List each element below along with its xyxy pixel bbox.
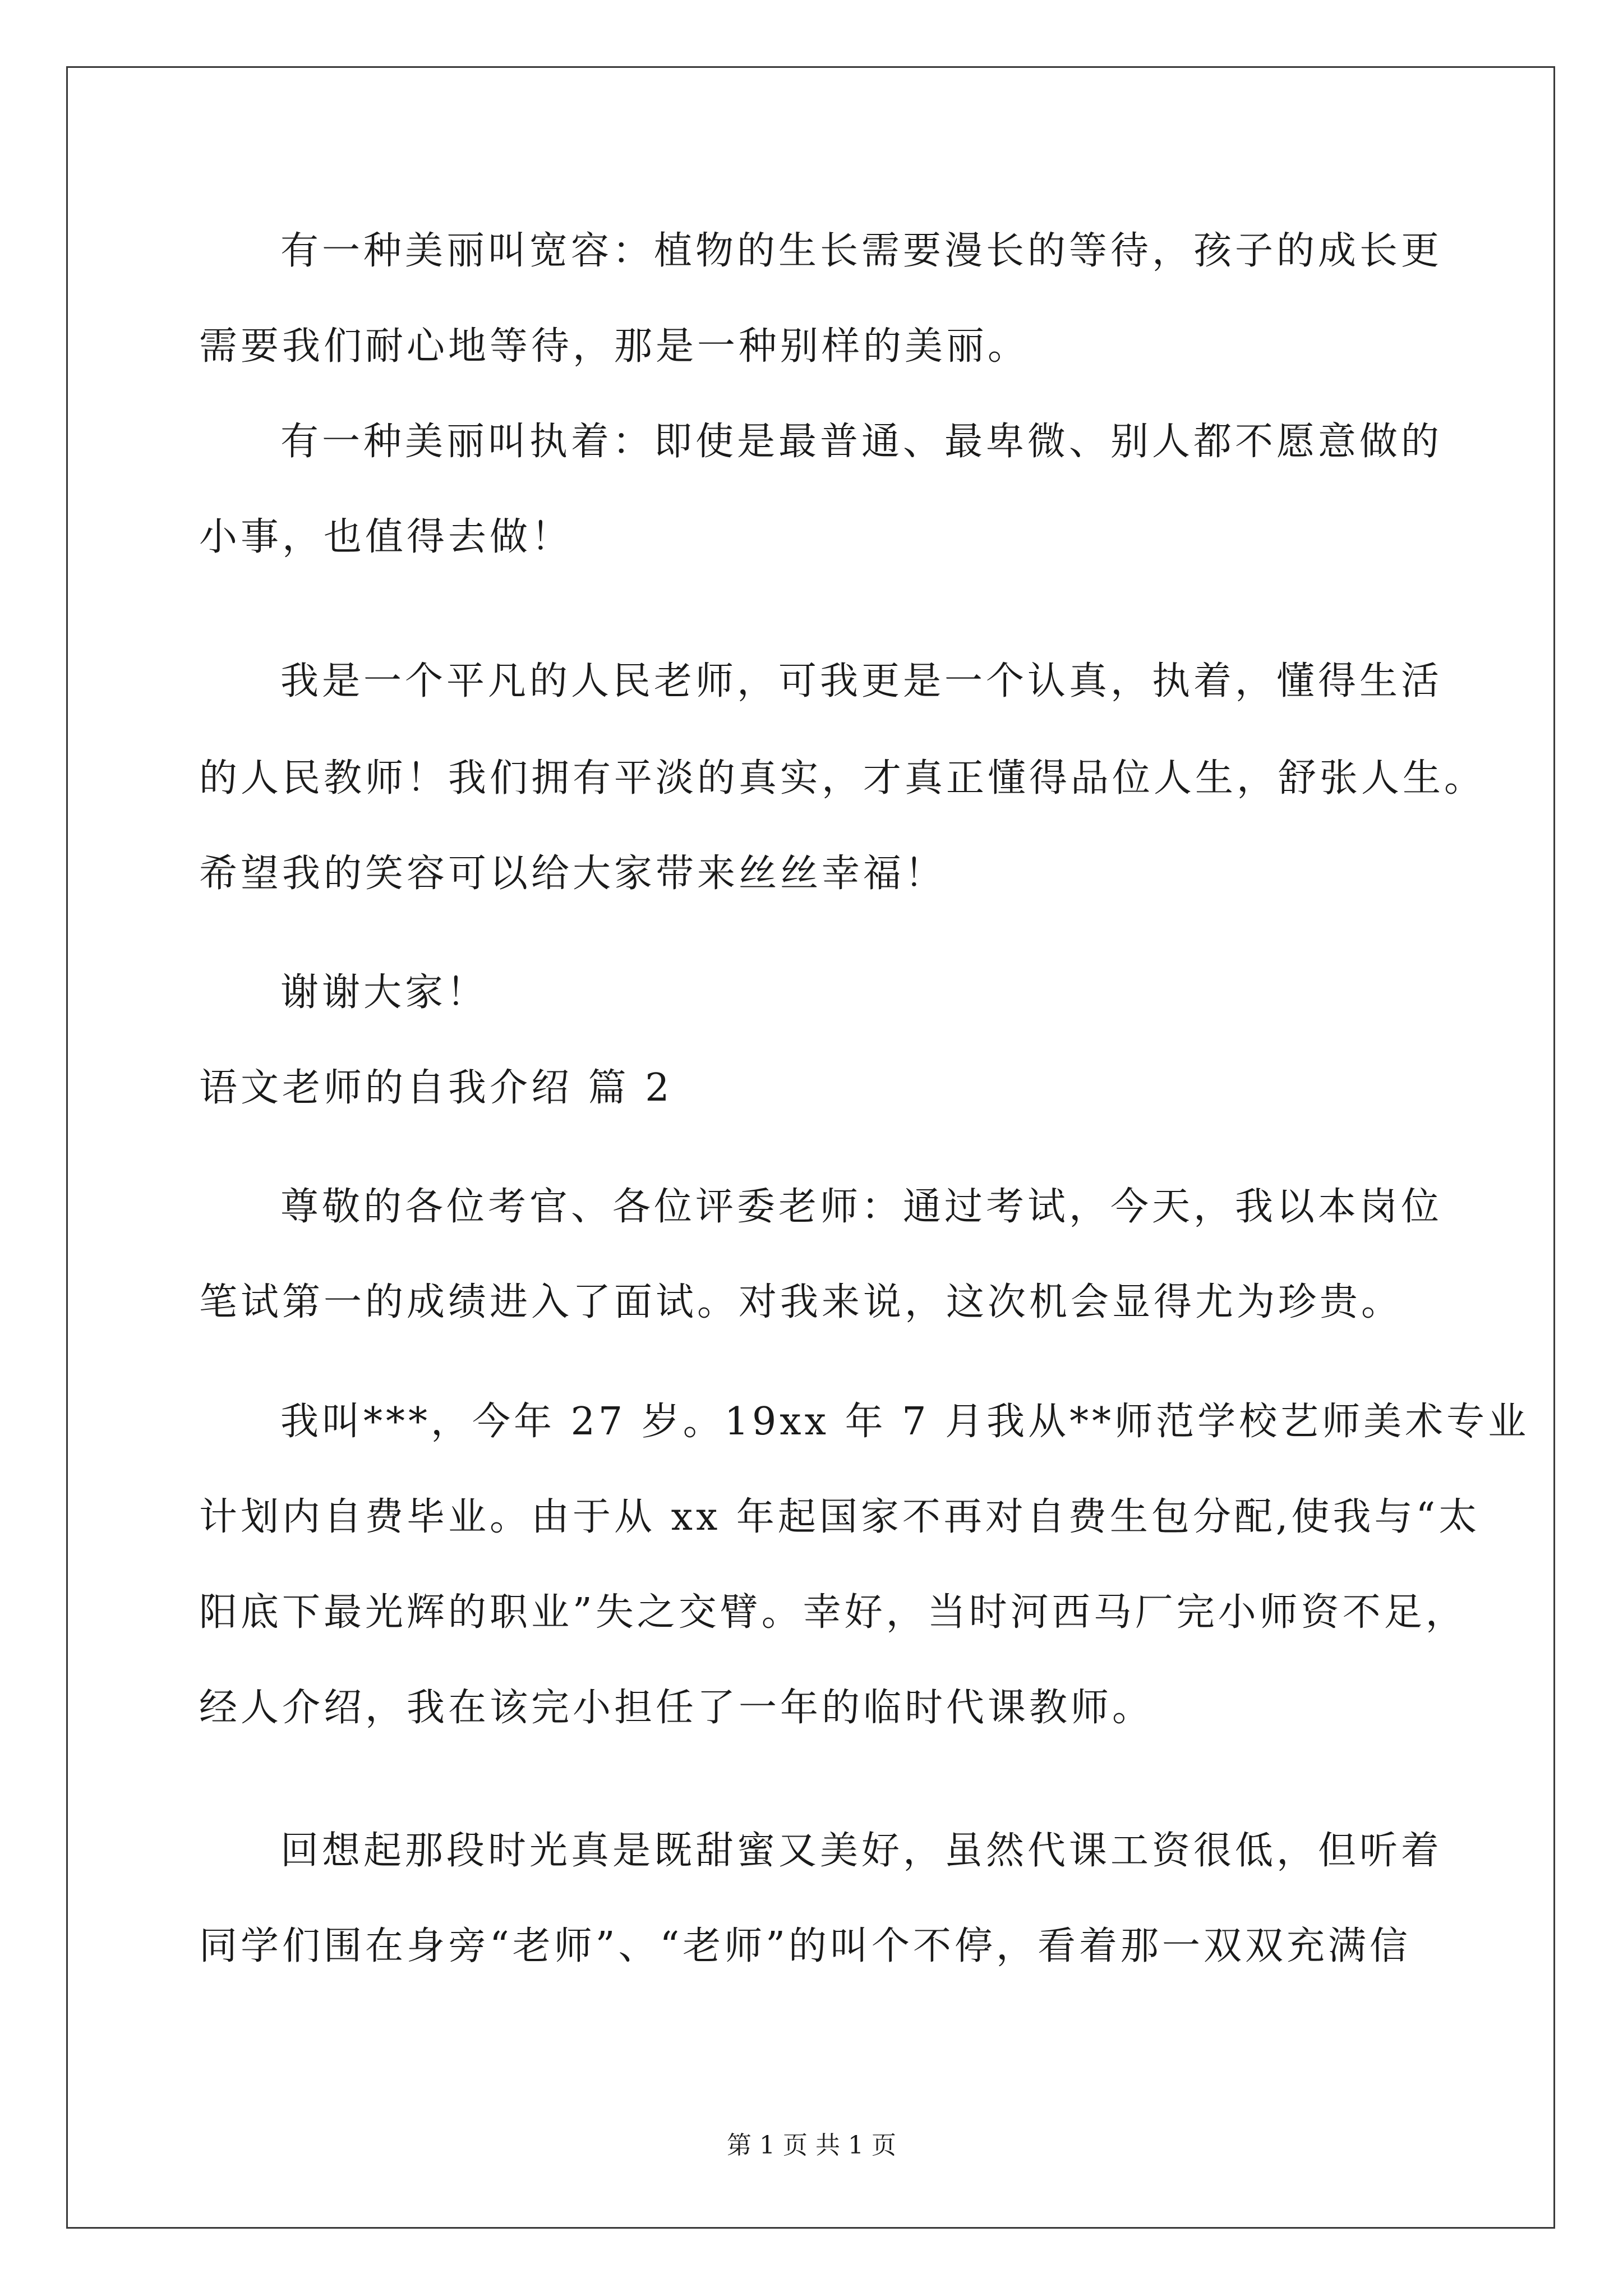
paragraph-line: 尊敬的各位考官、各位评委老师：通过考试，今天，我以本岗位 [280,1185,1443,1229]
paragraph-line: 的人民教师！我们拥有平淡的真实，才真正懂得品位人生，舒张人生。 [199,756,1486,800]
paragraph-line: 我是一个平凡的人民老师，可我更是一个认真，执着，懂得生活 [280,659,1443,703]
page-border [66,66,1555,2229]
page-footer: 第 1 页 共 1 页 [727,2131,896,2160]
paragraph-line: 有一种美丽叫宽容：植物的生长需要漫长的等待，孩子的成长更 [280,229,1443,273]
paragraph-line: 谢谢大家！ [280,970,488,1015]
paragraph-line: 计划内自费毕业。由于从 xx 年起国家不再对自费生包分配,使我与“太 [199,1495,1481,1539]
paragraph-line: 有一种美丽叫执着：即使是最普通、最卑微、别人都不愿意做的 [280,420,1443,464]
paragraph-line: 小事，也值得去做！ [199,515,573,559]
paragraph-line: 阳底下最光辉的职业”失之交臂。幸好，当时河西马厂完小师资不足， [199,1590,1467,1635]
paragraph-line: 需要我们耐心地等待，那是一种别样的美丽。 [199,324,1030,369]
section-heading: 语文老师的自我介绍 篇 2 [199,1066,673,1110]
paragraph-line: 希望我的笑容可以给大家带来丝丝幸福！ [199,852,947,896]
paragraph-line: 笔试第一的成绩进入了面试。对我来说，这次机会显得尤为珍贵。 [199,1280,1403,1324]
paragraph-line: 同学们围在身旁“老师”、“老师”的叫个不停，看着那一双双充满信 [199,1924,1412,1968]
paragraph-line: 经人介绍，我在该完小担任了一年的临时代课教师。 [199,1686,1154,1730]
paragraph-line: 我叫***，今年 27 岁。19xx 年 7 月我从**师范学校艺师美术专业 [280,1400,1530,1444]
paragraph-line: 回想起那段时光真是既甜蜜又美好，虽然代课工资很低，但听着 [280,1829,1443,1873]
